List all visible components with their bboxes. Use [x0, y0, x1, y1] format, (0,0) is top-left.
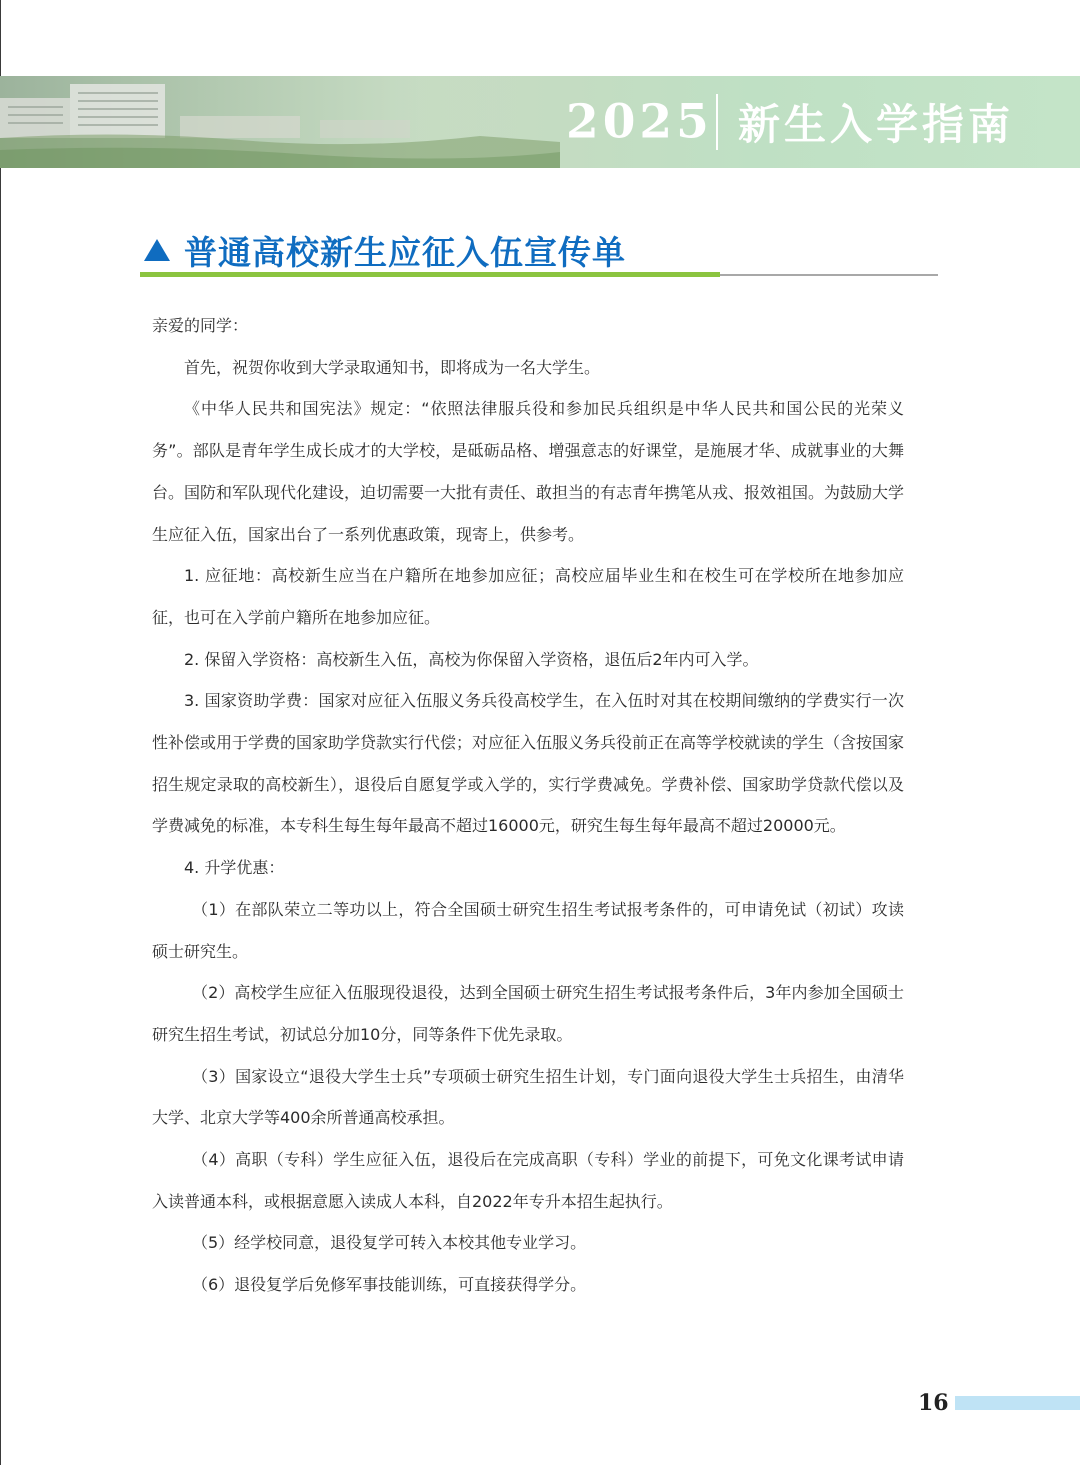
- page-number-bar: [955, 1396, 1080, 1410]
- sub-item: （5）经学校同意，退役复学可转入本校其他专业学习。: [192, 1233, 587, 1253]
- page-number: 16: [918, 1390, 949, 1416]
- sub-item: （3）国家设立“退役大学生士兵”专项硕士研究生招生计划，专门面向退役大学生士兵招生，由清华大学、北京大学等400余所普通高校承担。: [152, 1066, 904, 1128]
- paragraph: 首先，祝贺你收到大学录取通知书，即将成为一名大学生。: [184, 357, 601, 377]
- header-divider: [716, 94, 718, 150]
- paragraph: 1. 应征地：高校新生应当在户籍所在地参加应征；高校应届毕业生和在校生可在学校所在地参加应征，也可在入学前户籍所在地参加应征。: [152, 566, 904, 627]
- heading-underline: [140, 272, 720, 277]
- paragraph: 2. 保留入学资格：高校新生入伍，高校为你保留入学资格，退伍后2年内可入学。: [184, 649, 759, 669]
- section-heading: [144, 226, 626, 274]
- campus-photo: [0, 76, 560, 168]
- sub-item: （2）高校学生应征入伍服现役退役，达到全国硕士研究生招生考试报考条件后，3年内参加全国硕士研究生招生考试，初试总分加10分，同等条件下优先录取。: [152, 983, 904, 1044]
- header-title: 新生入学指南: [738, 100, 1015, 149]
- heading-rule: [720, 274, 938, 276]
- article-body: [152, 305, 904, 1306]
- paragraph: 3. 国家资助学费：国家对应征入伍服义务兵役高校学生，在入伍时对其在校期间缴纳的学费实行一次性补偿或用于学费的国家助学贷款实行代偿；对应征入伍服义务兵役前正在高等学校就读的学生（含按国家招生规定录取的高校新生），退役后自愿复学或入学的，实行学费减免。学费补偿、国家助学贷款代偿以及学费减免的标准，本专科生每生每年最高不超过16000元，研究生每生每年最高不超过20000元。: [152, 691, 905, 836]
- header-banner: [0, 76, 1080, 168]
- paragraph: 《中华人民共和国宪法》规定：“依照法律服兵役和参加民兵组织是中华人民共和国公民的光荣义务”。部队是青年学生成长成才的大学校，是砥砺品格、增强意志的好课堂，是施展才华、成就事业的大舞台。国防和军队现代化建设，迫切需要一大批有责任、敢担当的有志青年携笔从戎、报效祖国。为鼓励大学生应征入伍，国家出台了一系列优惠政策，现寄上，供参考。: [152, 399, 905, 544]
- sub-item: （1）在部队荣立二等功以上，符合全国硕士研究生招生考试报考条件的，可申请免试（初试）攻读硕士研究生。: [152, 899, 904, 961]
- paragraph: 4. 升学优惠：: [184, 858, 285, 878]
- sub-item: （4）高职（专科）学生应征入伍，退役后在完成高职（专科）学业的前提下，可免文化课考试申请入读普通本科，或根据意愿入读成人本科，自2022年专升本招生起执行。: [152, 1150, 904, 1211]
- header-year: 2025: [566, 94, 713, 150]
- section-title: 普通高校新生应征入伍宣传单: [184, 232, 626, 272]
- sub-item: （6）退役复学后免修军事技能训练，可直接获得学分。: [192, 1275, 587, 1295]
- page-edge: [0, 0, 1, 1465]
- salutation: 亲爱的同学：: [152, 316, 249, 335]
- triangle-icon: [144, 239, 170, 261]
